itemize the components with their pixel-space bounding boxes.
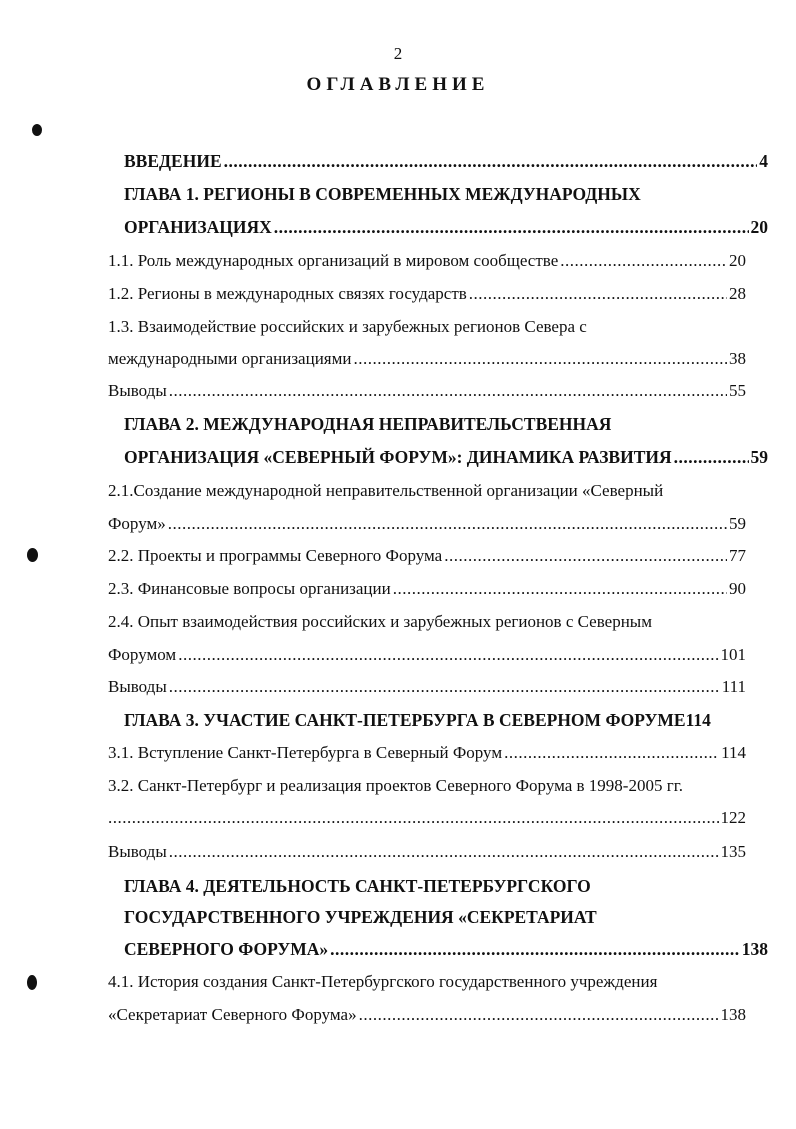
- toc-page-number: 59: [750, 447, 768, 467]
- toc-page-number: 20: [729, 251, 746, 270]
- toc-page-number: 28: [729, 284, 746, 303]
- toc-entry-2-1-line1[interactable]: 2.1.Создание международной неправительственной организации «Северный: [108, 481, 664, 500]
- toc-page-number: 38: [729, 349, 746, 368]
- toc-page-number: 135: [720, 842, 746, 861]
- toc-entry-text: 1.1. Роль международных организаций в мировом сообществе: [108, 251, 559, 270]
- toc-entry-3-1[interactable]: [108, 743, 746, 765]
- page-title: ОГЛАВЛЕНИЕ: [306, 74, 490, 95]
- toc-entry-conclusions-1[interactable]: [108, 381, 746, 403]
- toc-entry-conclusions-3[interactable]: [108, 842, 746, 864]
- toc-entry-3-2-line1[interactable]: 3.2. Санкт-Петербург и реализация проектов Северного Форума в 1998-2005 гг.: [108, 776, 683, 795]
- toc-page-number: 4: [759, 151, 768, 171]
- toc-page-number: 114: [721, 743, 746, 762]
- toc-entry-1-3-line1[interactable]: 1.3. Взаимодействие российских и зарубежных регионов Севера с: [108, 317, 587, 336]
- dot-leader: [178, 645, 718, 665]
- dot-leader: [393, 579, 727, 599]
- dot-leader: [224, 151, 758, 171]
- toc-chapter-4-line2[interactable]: ГОСУДАРСТВЕННОГО УЧРЕЖДЕНИЯ «СЕКРЕТАРИАТ: [124, 907, 597, 927]
- dot-leader: [444, 546, 727, 566]
- toc-page-number: 59: [729, 514, 746, 533]
- toc-page-number: 55: [729, 381, 746, 400]
- toc-page-number: 90: [729, 579, 746, 598]
- toc-chapter-4-line1[interactable]: ГЛАВА 4. ДЕЯТЕЛЬНОСТЬ САНКТ-ПЕТЕРБУРГСКОГО: [124, 876, 591, 896]
- toc-entry-1-3[interactable]: [108, 349, 746, 371]
- toc-entry-conclusions-2[interactable]: [108, 677, 746, 699]
- toc-entry-2-4-line1[interactable]: 2.4. Опыт взаимодействия российских и зарубежных регионов с Северным: [108, 612, 652, 631]
- toc-entry-2-2[interactable]: [108, 546, 746, 568]
- toc-entry-4-1[interactable]: [108, 1005, 746, 1027]
- toc-entry-2-3[interactable]: [108, 579, 746, 601]
- toc-entry-1-2[interactable]: [108, 284, 746, 306]
- toc-entry-chapter-2[interactable]: [124, 447, 768, 469]
- dot-leader: [504, 743, 719, 763]
- toc-entry-text: 2.3. Финансовые вопросы организации: [108, 579, 391, 598]
- toc-entry-text: международными организациями: [108, 349, 352, 368]
- dot-leader: [359, 1005, 719, 1025]
- toc-chapter-1-line1[interactable]: ГЛАВА 1. РЕГИОНЫ В СОВРЕМЕННЫХ МЕЖДУНАРОДНЫХ: [124, 184, 641, 204]
- toc-entry-4-1-line1[interactable]: 4.1. История создания Санкт-Петербургского государственного учреждения: [108, 972, 658, 991]
- scan-mark-middle: [27, 548, 38, 562]
- dot-leader: [169, 677, 720, 697]
- toc-page-number: 138: [720, 1005, 746, 1024]
- toc-entry-1-1[interactable]: [108, 251, 746, 273]
- scan-mark-top: [32, 124, 42, 136]
- toc-entry-text: ГЛАВА 3. УЧАСТИЕ САНКТ-ПЕТЕРБУРГА В СЕВЕРНОМ ФОРУМЕ: [124, 710, 686, 730]
- toc-entry-text: Выводы: [108, 381, 167, 400]
- toc-entry-text: «Секретариат Северного Форума»: [108, 1005, 357, 1024]
- toc-page-number: 20: [750, 217, 768, 237]
- toc-entry-text: ОРГАНИЗАЦИЯ «СЕВЕРНЫЙ ФОРУМ»: ДИНАМИКА РАЗВИТИЯ: [124, 447, 672, 467]
- toc-page-number: 77: [729, 546, 746, 565]
- dot-leader: [560, 251, 727, 271]
- toc-entry-text: ОРГАНИЗАЦИЯХ: [124, 217, 272, 237]
- toc-entry-text: Форум»: [108, 514, 166, 533]
- toc-chapter-2-line1[interactable]: ГЛАВА 2. МЕЖДУНАРОДНАЯ НЕПРАВИТЕЛЬСТВЕННАЯ: [124, 414, 612, 434]
- toc-entry-2-4[interactable]: [108, 645, 746, 667]
- toc-entry-2-1[interactable]: [108, 514, 746, 536]
- toc-page-number: 111: [721, 677, 746, 696]
- dot-leader: [169, 381, 727, 401]
- toc-entry-chapter-3[interactable]: [124, 710, 711, 730]
- toc-page-number: 138: [741, 939, 768, 959]
- toc-entry-text: 1.2. Регионы в международных связях государств: [108, 284, 467, 303]
- dot-leader: [353, 349, 727, 369]
- toc-entry-3-2[interactable]: [108, 808, 746, 830]
- toc-entry-text: Выводы: [108, 677, 167, 696]
- dot-leader: [330, 939, 740, 959]
- dot-leader: [469, 284, 727, 304]
- toc-entry-text: Форумом: [108, 645, 177, 664]
- toc-entry-intro[interactable]: [124, 151, 768, 173]
- toc-page-number: 114: [685, 710, 711, 730]
- dot-leader: [674, 447, 749, 467]
- page-number: 2: [393, 44, 403, 63]
- dot-leader: [168, 514, 727, 534]
- dot-leader: [274, 217, 749, 237]
- scan-mark-bottom: [27, 975, 37, 990]
- toc-entry-chapter-4[interactable]: [124, 939, 768, 961]
- toc-page-number: 101: [720, 645, 746, 664]
- toc-page-number: 122: [720, 808, 746, 827]
- toc-entry-text: 3.1. Вступление Санкт-Петербурга в Северный Форум: [108, 743, 503, 762]
- dot-leader: [169, 842, 719, 862]
- dot-leader: [108, 808, 719, 828]
- toc-entry-chapter-1[interactable]: [124, 217, 768, 239]
- toc-entry-text: 2.2. Проекты и программы Северного Форума: [108, 546, 443, 565]
- toc-entry-text: ВВЕДЕНИЕ: [124, 151, 222, 171]
- toc-entry-text: СЕВЕРНОГО ФОРУМА»: [124, 939, 329, 959]
- toc-entry-text: Выводы: [108, 842, 167, 861]
